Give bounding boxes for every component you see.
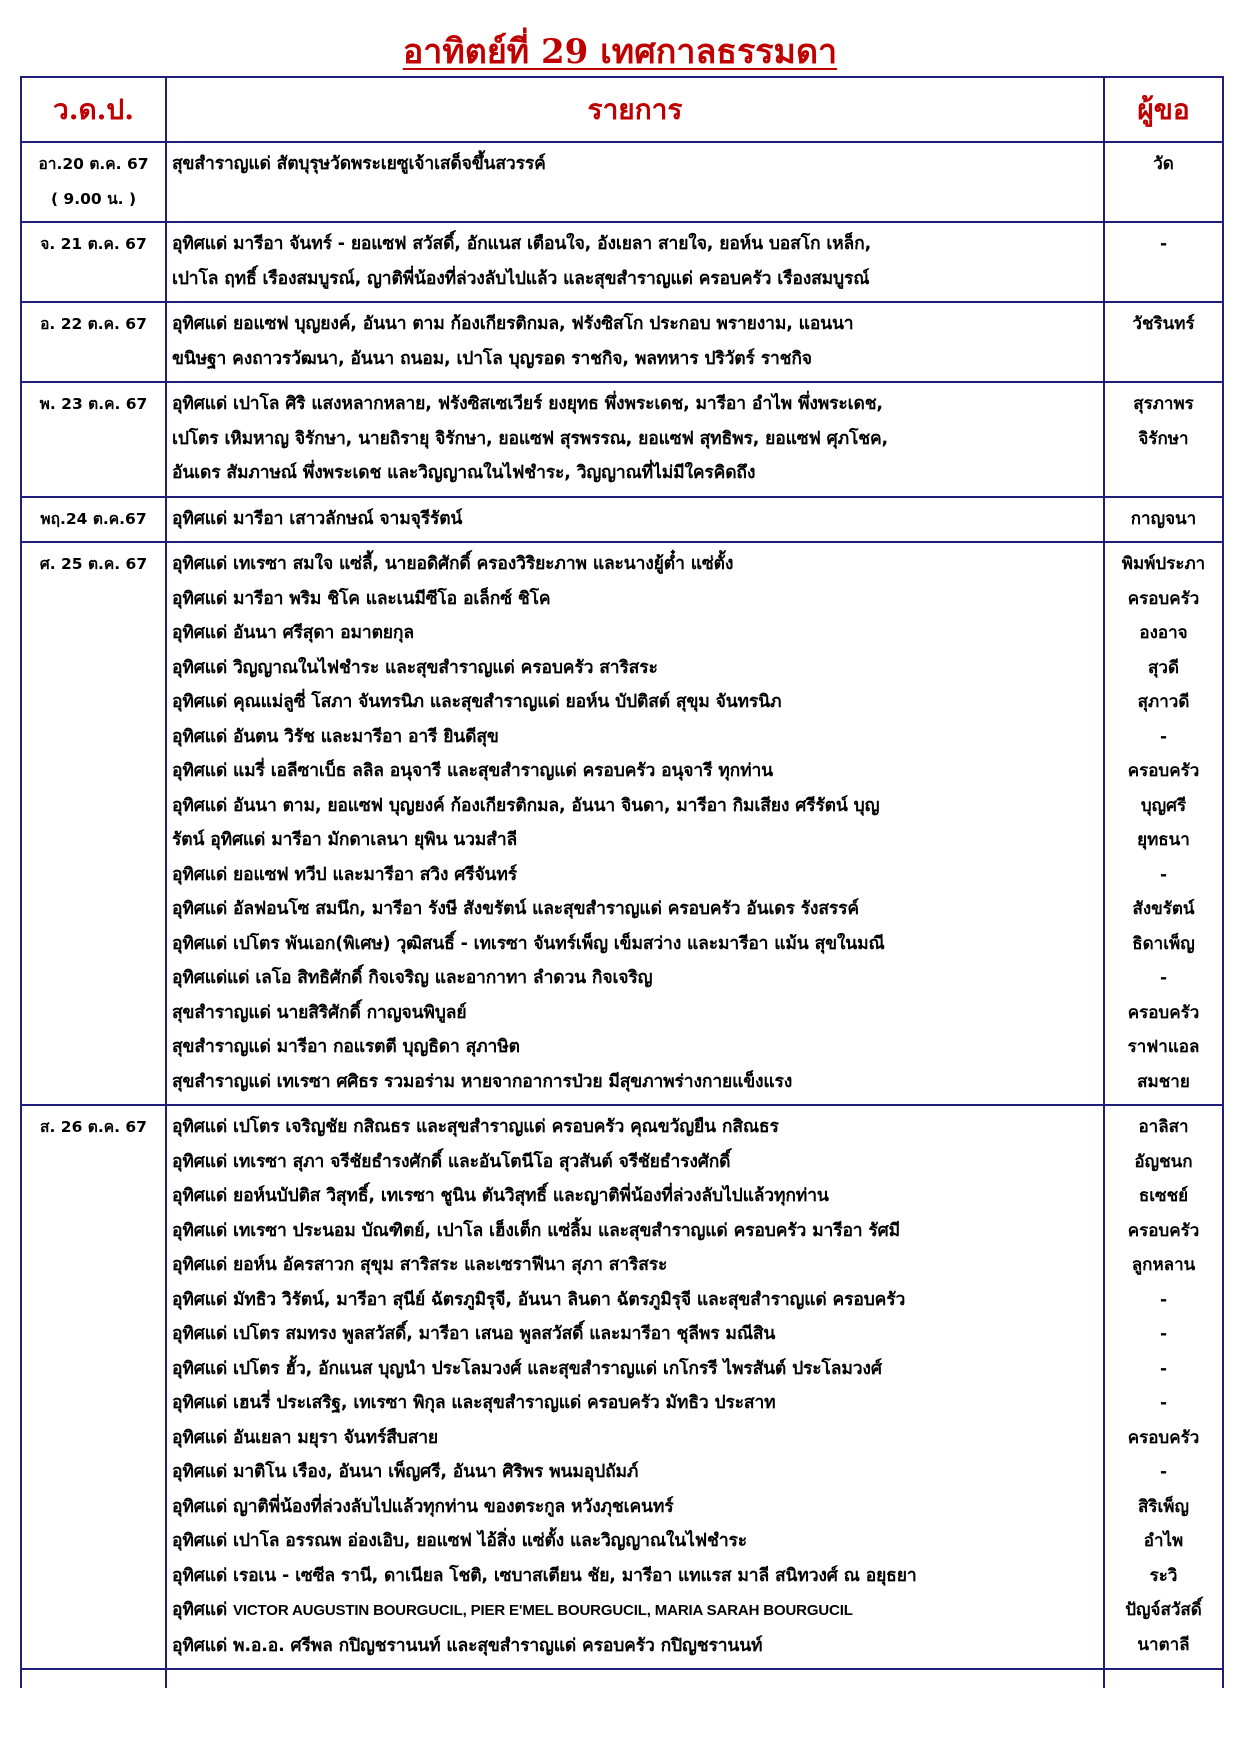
requester-name: - <box>1159 968 1168 988</box>
items-cell <box>166 382 1104 497</box>
requester-cell <box>1104 222 1223 302</box>
empty-cell <box>21 1669 166 1688</box>
requester-name: - <box>1159 1462 1168 1482</box>
intention-line: อุทิศแด่ เรอเน - เซซีล รานี, ดาเนียล โชติ, เซบาสเตียน ชัย, มารีอา แทแรส มาลี สนิทวงศ์ ณ อยุธยา <box>172 1565 917 1586</box>
intention-line: อุทิศแด่ มารีอา พริม ชิโค และเนมีซีโอ อเล็กซ์ ชิโค <box>172 588 551 609</box>
intention-line: อุทิศแด่ อันเยลา มยุรา จันทร์สืบสาย <box>172 1427 439 1448</box>
requester-name: - <box>1159 1289 1168 1310</box>
requester-name: พิมพ์ประภา <box>1121 554 1206 574</box>
intention-line: อุทิศแด่ VICTOR AUGUSTIN BOURGUCIL, PIER E'MEL BOURGUCIL, MARIA SARAH BOURGUCIL <box>172 1600 853 1620</box>
requester-cell <box>1104 1105 1223 1669</box>
requester-name: ครอบครัว <box>1127 1002 1200 1023</box>
requester-name: - <box>1159 234 1168 254</box>
requester-name: อัญชนก <box>1134 1151 1193 1172</box>
requester-name: ครอบครัว <box>1127 1220 1200 1241</box>
intention-line: เปาโล ฤทธิ์ เรืองสมบูรณ์, ญาติพี่น้องที่ล่วงลับไปแล้ว และสุขสำราญแด่ ครอบครัว เรืองสมบูรณ์ <box>172 268 870 289</box>
header-requester: ผู้ขอ <box>1104 77 1223 142</box>
requester-name: วัชรินทร์ <box>1132 314 1195 334</box>
intention-line: อันเดร สัมภาษณ์ พึ่งพระเดช และวิญญาณในไฟชำระ, วิญญาณที่ไม่มีใครคิดถึง <box>172 463 756 483</box>
requester-name: สุรภาพร <box>1133 394 1194 414</box>
intention-line: อุทิศแด่ ญาติพี่น้องที่ล่วงลับไปแล้วทุกท่าน ของตระกูล หวังภุชเคนทร์ <box>172 1496 674 1517</box>
requester-name: สุภาวดี <box>1137 692 1190 712</box>
requester-name: อาลิสา <box>1138 1117 1189 1137</box>
requester-name: ยุทธนา <box>1137 830 1190 850</box>
requester-name: ธิดาเพ็ญ <box>1132 933 1195 954</box>
requester-name: ลูกหลาน <box>1131 1255 1196 1275</box>
items-cell <box>166 142 1104 222</box>
intention-line: อุทิศแด่ แมรี่ เอลีซาเบ็ธ ลลิล อนุจารี และสุขสำราญแด่ ครอบครัว อนุจารี ทุกท่าน <box>172 761 773 781</box>
date-cell <box>21 302 166 382</box>
intention-line: ขนิษฐา คงถาวรวัฒนา, อันนา ถนอม, เปาโล บุญรอด ราชกิจ, พลทหาร ปริวัตร์ ราชกิจ <box>172 348 812 369</box>
intention-line: อุทิศแด่ อันนา ตาม, ยอแซฟ บุญยงค์ ก้องเกียรติกมล, อันนา จินดา, มารีอา กิมเสียง ศรีรัตน์ บุญ <box>172 795 880 816</box>
requester-name: อำไพ <box>1143 1531 1184 1551</box>
items-cell <box>166 542 1104 1105</box>
empty-cell <box>166 1669 1104 1688</box>
intention-line: อุทิศแด่ เปโตร สมทรง พูลสวัสดิ์, มารีอา เสนอ พูลสวัสดิ์ และมารีอา ชุลีพร มณีสิน <box>172 1324 776 1344</box>
table-body <box>21 142 1223 1688</box>
intention-line: อุทิศแด่ เปาโล ศิริ แสงหลากหลาย, ฟรังซิสเซเวียร์ ยงยุทธ พึ่งพระเดช, มารีอา อำไพ พึ่งพระเดช, <box>172 394 883 414</box>
date-line: อา.20 ต.ค. 67 <box>38 155 149 173</box>
requester-name: กาญจนา <box>1130 508 1197 529</box>
intention-line: อุทิศแด่ อันตน วิรัช และมารีอา อารี ยินดีสุข <box>172 726 499 747</box>
items-cell <box>166 222 1104 302</box>
requester-name: ธเซชย์ <box>1138 1186 1189 1206</box>
requester-name: - <box>1159 864 1168 885</box>
date-line: จ. 21 ต.ค. 67 <box>40 235 147 253</box>
requester-name: - <box>1159 1393 1168 1413</box>
requester-name: จิรักษา <box>1138 428 1189 449</box>
intention-line: อุทิศแด่ ยอห์น อัครสาวก สุขุม สาริสระ และเซราฟีนา สุภา สาริสระ <box>172 1255 668 1275</box>
intention-line: อุทิศแด่ ยอแซฟ ทวีป และมารีอา สวิง ศรีจันทร์ <box>172 864 518 885</box>
intention-line: สุขสำราญแด่ มารีอา กอแรตตี บุญธิดา สุภาษิต <box>172 1037 520 1057</box>
requester-name: นาตาลี <box>1137 1634 1190 1655</box>
table-row <box>21 382 1223 497</box>
date-cell <box>21 382 166 497</box>
requester-name: ครอบครัว <box>1127 761 1200 781</box>
requester-cell <box>1104 302 1223 382</box>
requester-cell <box>1104 382 1223 497</box>
requester-name: ราฟาแอล <box>1127 1037 1200 1057</box>
date-cell <box>21 142 166 222</box>
intention-line: อุทิศแด่ เฮนรี่ ประเสริฐ, เทเรซา พิกุล และสุขสำราญแด่ ครอบครัว มัทธิว ประสาท <box>172 1393 776 1413</box>
empty-cell <box>1104 1669 1223 1688</box>
table-row <box>21 222 1223 302</box>
date-line: อ. 22 ต.ค. 67 <box>40 315 147 333</box>
requester-name: สุวดี <box>1148 657 1179 678</box>
requester-name: สิริเพ็ญ <box>1137 1496 1189 1517</box>
header-date: ว.ด.ป. <box>21 77 166 142</box>
table-row <box>21 1105 1223 1669</box>
intention-line: อุทิศแด่ คุณแม่ลูซี่ โสภา จันทรนิภ และสุขสำราญแด่ ยอห์น บัปติสต์ สุขุม จันทรนิภ <box>172 692 782 712</box>
intention-line: สุขสำราญแด่ นายสิริศักดิ์ กาญจนพิบูลย์ <box>172 1002 467 1023</box>
table-row <box>21 142 1223 222</box>
requester-name: ครอบครัว <box>1127 588 1200 609</box>
requester-name: - <box>1159 1358 1168 1379</box>
intention-line: อุทิศแด่ มาติโน เรือง, อันนา เพ็ญศรี, อันนา ศิริพร พนมอุปถัมภ์ <box>172 1462 639 1482</box>
requester-name: ระวิ <box>1149 1565 1178 1586</box>
items-cell <box>166 497 1104 543</box>
requester-name: บุญศรี <box>1140 795 1187 816</box>
requester-name: องอาจ <box>1139 623 1188 643</box>
date-line: ส. 26 ต.ค. 67 <box>40 1118 147 1136</box>
table-row <box>21 542 1223 1105</box>
intention-line: อุทิศแด่ มารีอา จันทร์ - ยอแซฟ สวัสดิ์, อักแนส เตือนใจ, อังเยลา สายใจ, ยอห์น บอสโก เหล็ก, <box>172 234 872 254</box>
table-row <box>21 497 1223 543</box>
intention-line: อุทิศแด่ มารีอา เสาวลักษณ์ จามจุรีรัตน์ <box>172 508 463 529</box>
intention-line: อุทิศแด่ วิญญาณในไฟชำระ และสุขสำราญแด่ ครอบครัว สาริสระ <box>172 657 658 678</box>
requester-name: ปัญจ์สวัสดิ์ <box>1125 1600 1202 1620</box>
intention-line: อุทิศแด่ เทเรซา ประนอม บัณฑิตย์, เปาโล เฮ็งเต็ก แซ่ลิ้ม และสุขสำราญแด่ ครอบครัว มารีอา รัศมี <box>172 1220 901 1241</box>
requester-name: สังขรัตน์ <box>1132 899 1195 919</box>
date-line: ศ. 25 ต.ค. 67 <box>39 555 148 573</box>
requester-name: วัด <box>1153 154 1174 174</box>
intention-line: เปโตร เหิมหาญ จิรักษา, นายถิรายุ จิรักษา, ยอแซฟ สุรพรรณ, ยอแซฟ สุทธิพร, ยอแซฟ ศุภโชค, <box>172 428 889 449</box>
date-cell <box>21 1105 166 1669</box>
intention-line: อุทิศแด่ เปโตร ฮั้ว, อักแนส บุญนำ ประโลมวงศ์ และสุขสำราญแด่ เกโกรรี ไพรสันต์ ประโลมวงศ์ <box>172 1358 882 1379</box>
intention-line: อุทิศแด่ พ.อ.อ. ศรีพล กปิญชรานนท์ และสุขสำราญแด่ ครอบครัว กปิญชรานนท์ <box>172 1635 763 1656</box>
table-row <box>21 302 1223 382</box>
intention-line: อุทิศแด่ เปโตร เจริญชัย กสิณธร และสุขสำราญแด่ ครอบครัว คุณขวัญยืน กสิณธร <box>172 1117 779 1137</box>
date-cell <box>21 497 166 543</box>
intention-line: อุทิศแด่ เทเรซา สมใจ แซ่ลี้, นายอดิศักดิ์ ครองวิริยะภาพ และนางยู้ต๋ำ แซ่ตั้ง <box>172 554 734 574</box>
intention-line: อุทิศแด่ อัลฟอนโซ สมนึก, มารีอา รังษี สังขรัตน์ และสุขสำราญแด่ ครอบครัว อันเดร รังสรรค์ <box>172 899 859 919</box>
intention-line: อุทิศแด่ อันนา ศรีสุดา อมาตยกุล <box>172 623 414 643</box>
intention-line: อุทิศแด่ เทเรซา สุภา จรีชัยธำรงศักดิ์ และอันโตนีโอ สุวสันต์ จรีชัยธำรงศักดิ์ <box>172 1151 731 1172</box>
intention-line: อุทิศแด่ เปาโล อรรณพ อ่องเอิบ, ยอแซฟ ไอ้สิ่ง แซ่ตั้ง และวิญญาณในไฟชำระ <box>172 1531 748 1551</box>
date-cell <box>21 542 166 1105</box>
requester-name: - <box>1159 1324 1168 1344</box>
requester-cell <box>1104 542 1223 1105</box>
requester-name: สมชาย <box>1137 1071 1190 1092</box>
intention-line: สุขสำราญแด่ สัตบุรุษวัดพระเยซูเจ้าเสด็จขึ้นสวรรค์ <box>172 154 546 174</box>
date-line: พ. 23 ต.ค. 67 <box>39 395 148 413</box>
requester-name: ครอบครัว <box>1127 1427 1200 1448</box>
requester-name: - <box>1159 726 1168 747</box>
date-line: ( 9.00 น. ) <box>50 189 137 208</box>
mass-intentions-table <box>20 76 1224 1688</box>
intention-line: อุทิศแด่ มัทธิว วิรัตน์, มารีอา สุนีย์ ฉัตรภูมิรุจี, อันนา ลินดา ฉัตรภูมิรุจี และสุขสำราญแด่ ครอบครัว <box>172 1289 906 1310</box>
requester-cell <box>1104 497 1223 543</box>
date-cell <box>21 222 166 302</box>
intention-line: อุทิศแด่แด่ เลโอ สิทธิศักดิ์ กิจเจริญ และอากาทา ลำดวน กิจเจริญ <box>172 968 653 988</box>
intention-line: รัตน์ อุทิศแด่ มารีอา มักดาเลนา ยุพิน นวมสำลี <box>172 830 518 850</box>
intention-line: อุทิศแด่ เปโตร พันเอก(พิเศษ) วุฒิสนธิ์ - เทเรซา จันทร์เพ็ญ เข็มสว่าง และมารีอา แม้น สุขในมณี <box>172 933 885 954</box>
items-cell <box>166 302 1104 382</box>
table-header-row <box>21 77 1223 142</box>
intention-line: อุทิศแด่ ยอแซฟ บุญยงค์, อันนา ตาม ก้องเกียรติกมล, ฟรังซิสโก ประกอบ พรายงาม, แอนนา <box>172 314 854 334</box>
intention-line: สุขสำราญแด่ เทเรซา ศศิธร รวมอร่าม หายจากอาการป่วย มีสุขภาพร่างกายแข็งแรง <box>172 1071 793 1092</box>
next-row-partial <box>21 1669 1223 1688</box>
header-items: รายการ <box>166 77 1104 142</box>
requester-cell <box>1104 142 1223 222</box>
items-cell <box>166 1105 1104 1669</box>
page-title: อาทิตย์ที่ 29 เทศกาลธรรมดา <box>402 32 838 72</box>
intention-line: อุทิศแด่ ยอห์นบัปติส วิสุทธิ์, เทเรซา ชูนิน ตันวิสุทธิ์ และญาติพี่น้องที่ล่วงลับไปแล้วทุกท่าน <box>172 1186 829 1206</box>
date-line: พฤ.24 ต.ค.67 <box>40 509 147 528</box>
